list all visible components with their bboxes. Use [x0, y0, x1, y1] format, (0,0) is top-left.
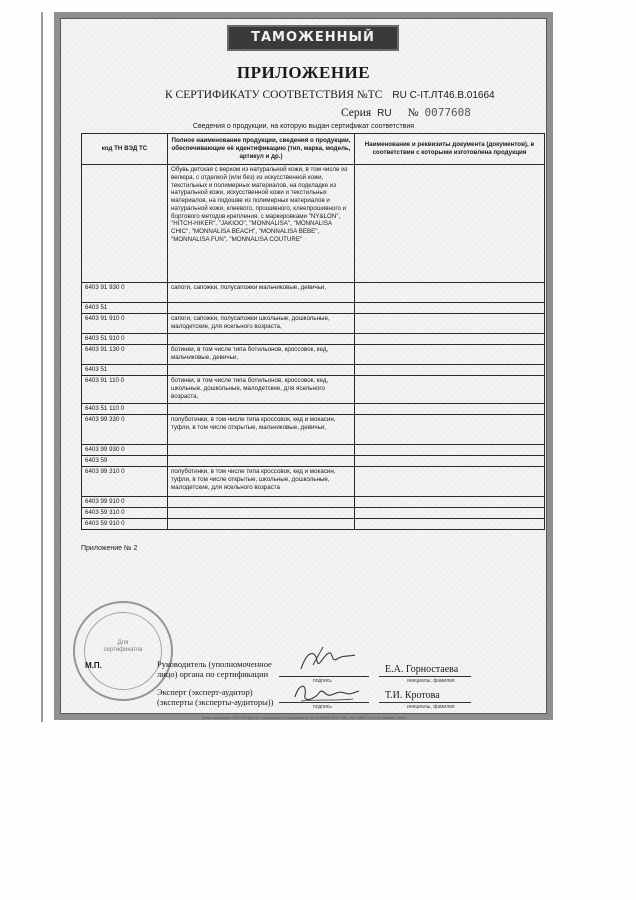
product-cell — [168, 404, 355, 415]
table-row — [82, 404, 545, 415]
code-cell: 6403 51 — [82, 303, 168, 314]
product-cell — [168, 445, 355, 456]
document-cell — [355, 165, 545, 283]
name-caption: инициалы, фамилия — [407, 704, 455, 710]
expert-name-line — [379, 702, 471, 703]
code-cell: 6403 51 110 0 — [82, 404, 168, 415]
table-row — [82, 314, 545, 334]
stamp-line: сертификатов — [103, 647, 143, 653]
product-cell — [168, 519, 355, 530]
sign-caption: подпись — [313, 704, 332, 710]
product-cell — [168, 303, 355, 314]
expert-role-line: Эксперт (эксперт-аудитор) — [157, 687, 253, 697]
document-cell — [355, 334, 545, 345]
certification-stamp — [73, 601, 173, 701]
code-cell: 6403 51 910 0 — [82, 334, 168, 345]
header-code: код ТН ВЭД ТС — [82, 134, 168, 165]
table-row — [82, 376, 545, 404]
head-role-line: Руководитель (уполномоченное — [157, 659, 272, 669]
page-title: ПРИЛОЖЕНИЕ — [236, 63, 371, 82]
document-cell — [355, 365, 545, 376]
table-row — [82, 415, 545, 445]
document-cell — [355, 445, 545, 456]
product-cell: сапоги, сапожки, полусапожки мальчиковые, девичьи, — [168, 283, 355, 303]
expert-name: Т.И. Кротова — [385, 690, 440, 701]
printing-footer: Бланк изготовлен ЗАО «ОПЦИОН», www.opcion.ru (лицензия № 05-05-09/003 ФНС РФ), тел. (495) 726 4742, Москва, 2012 — [201, 716, 406, 720]
expert-role-line: (эксперты (эксперты-аудиторы)) — [157, 697, 274, 708]
product-cell — [168, 508, 355, 519]
document-cell — [355, 415, 545, 445]
document-cell — [355, 467, 545, 497]
table-row — [82, 345, 545, 365]
product-cell: ботинки, в том числе типа ботильонов, кроссовок, кед, мальчиковые, девичьи, — [168, 345, 355, 365]
table-row — [82, 497, 545, 508]
cert-label: К СЕРТИФИКАТУ СООТВЕТСТВИЯ №ТС — [165, 89, 383, 101]
appendix-note: Приложение № 2 — [81, 545, 138, 552]
product-cell: Обувь детская с верхом из натуральной кожи, в том числе из велюра, с отделкой (или без) из искусственной кожи, текстильных и полимерных материалов, на подкладке из натуральной кожи, искусственной кожи и текстильных материалов, на подошве из полимерных материалов и натуральной кожи, клеевого, прошивного, клеепрошивного и бортового методов крепления, с маркировками "NY&LON", "HITCH-HIKER", "JAKIOO", "MONNALISA", "MONNALISA CHIC", "MONNALISA BEACH", "MONNALISA BEBE", "MONNALISA FUN", "MONNALISA COUTURE" — [168, 165, 355, 283]
head-signature-line — [279, 676, 369, 677]
table-row — [82, 508, 545, 519]
table-row — [82, 165, 545, 283]
product-cell: сапоги, сапожки, полусапожки школьные, дошкольные, малодетские, для ясельного возраста, — [168, 314, 355, 334]
sign-caption: подпись — [313, 678, 332, 684]
product-cell: ботинки, в том числе типа ботильонов, кроссовок, кед, школьные, дошкольные, малодетские, для ясельного возраста, — [168, 376, 355, 404]
certificate-sheet — [60, 18, 547, 720]
table-row — [82, 283, 545, 303]
document-cell — [355, 376, 545, 404]
document-cell — [355, 314, 545, 334]
series-value: RU — [377, 108, 392, 119]
header-document: Наименование и реквизиты документа (документов), в соответствии с которыми изготовлена продукция — [355, 134, 545, 165]
code-cell: 6403 91 130 0 — [82, 345, 168, 365]
product-cell: полуботинки, в том числе типа кроссовок, кед и мокасин, туфли, в том числе открытые, школьные, дошкольные, малодетские, для ясельного возраста — [168, 467, 355, 497]
code-cell: 6403 99 930 0 — [82, 445, 168, 456]
seal-place-label: М.П. — [85, 661, 102, 670]
name-caption: инициалы, фамилия — [407, 678, 455, 684]
expert-signature-line — [279, 702, 369, 703]
document-cell — [355, 345, 545, 365]
expert-signature-role — [157, 687, 273, 707]
number-label: № — [407, 107, 419, 119]
document-cell — [355, 497, 545, 508]
cert-number: RU C-IT.ЛТ46.B.01664 — [392, 90, 495, 101]
certificate-frame — [54, 12, 553, 720]
product-table — [81, 133, 545, 530]
code-cell: 6403 99 330 0 — [82, 415, 168, 445]
code-cell: 6403 91 930 0 — [82, 283, 168, 303]
document-cell — [355, 404, 545, 415]
series-line — [341, 106, 471, 119]
document-cell — [355, 508, 545, 519]
table-caption: Сведения о продукции, на которую выдан сертификат соответствия — [192, 123, 415, 130]
table-row — [82, 365, 545, 376]
table-row — [82, 467, 545, 497]
certificate-number-line — [165, 89, 495, 101]
document-cell — [355, 283, 545, 303]
document-cell — [355, 519, 545, 530]
table-row — [82, 519, 545, 530]
header-product: Полное наименование продукции, сведения о продукции, обеспечивающие её идентификацию (тип, марка, модель, артикул и др.) — [168, 134, 355, 165]
code-cell: 6403 91 110 0 — [82, 376, 168, 404]
code-cell: 6403 99 910 0 — [82, 497, 168, 508]
product-cell — [168, 334, 355, 345]
product-cell: полуботинки, в том числе типа кроссовок, кед и мокасин, туфли, в том числе открытые, мальчиковые, девичьи, — [168, 415, 355, 445]
product-cell — [168, 456, 355, 467]
customs-union-banner: ТАМОЖЕННЫЙ СОЮЗ — [227, 25, 399, 51]
head-name: Е.А. Горностаева — [385, 664, 459, 675]
code-cell — [82, 165, 168, 283]
head-name-line — [379, 676, 471, 677]
code-cell: 6403 91 910 0 — [82, 314, 168, 334]
table-row — [82, 456, 545, 467]
blank-number: 0077608 — [424, 106, 471, 119]
product-cell — [168, 365, 355, 376]
code-cell: 6403 59 — [82, 456, 168, 467]
code-cell: 6403 59 910 0 — [82, 519, 168, 530]
document-cell — [355, 303, 545, 314]
document-cell — [355, 456, 545, 467]
table-row — [82, 445, 545, 456]
table-header-row — [82, 134, 545, 165]
code-cell: 6403 51 — [82, 365, 168, 376]
product-cell — [168, 497, 355, 508]
series-label: Серия — [341, 107, 372, 119]
code-cell: 6403 99 310 0 — [82, 467, 168, 497]
table-row — [82, 334, 545, 345]
scan-edge — [41, 12, 43, 722]
table-row — [82, 303, 545, 314]
code-cell: 6403 59 310 0 — [82, 508, 168, 519]
head-signature-icon — [293, 645, 363, 675]
stamp-text — [75, 639, 171, 654]
head-role-line: лицо) органа по сертификации — [157, 669, 269, 680]
stamp-line: Для — [117, 640, 129, 646]
head-signature-role — [157, 659, 272, 679]
